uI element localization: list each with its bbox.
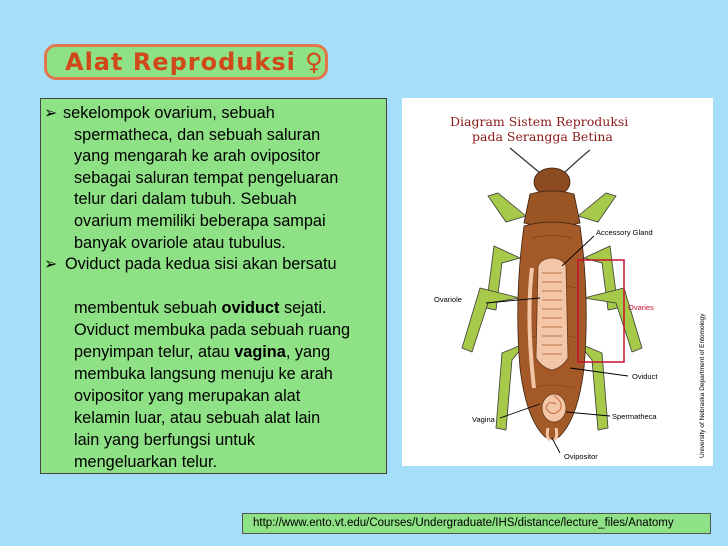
arrow-bullet-icon: ➢ <box>44 256 58 273</box>
insect-reproductive-diagram <box>402 98 713 466</box>
label-ovipositor: Ovipositor <box>564 452 598 461</box>
label-accessory-gland: Accessory Gland <box>596 228 653 237</box>
bullet-2-line-2: membentuk sebuah oviduct sejati. <box>74 299 327 317</box>
slide-title: Alat Reproduksi ♀ <box>65 48 324 76</box>
antenna-right <box>564 150 590 173</box>
bullet-2-line-6: ovipositor yang merupakan alat <box>74 387 301 405</box>
label-spermatheca: Spermatheca <box>612 412 657 421</box>
bullet-2-line-3: Oviduct membuka pada sebuah ruang <box>74 321 351 339</box>
bullet-2-line-9: mengeluarkan telur. <box>74 453 218 471</box>
label-ovaries: Ovaries <box>628 303 654 312</box>
bullet-1-line-6: ovarium memiliki beberapa sampai <box>74 212 326 230</box>
bullet-1-line-7: banyak ovariole atau tubulus. <box>74 234 286 252</box>
label-oviduct: Oviduct <box>632 372 658 381</box>
bullet-1-line-4: sebagai saluran tempat pengeluaran <box>74 169 339 187</box>
diagram-title-line-1: Diagram Sistem Reproduksi <box>450 114 629 129</box>
bullet-1-line-3: yang mengarah ke arah ovipositor <box>74 147 321 165</box>
bullet-2-line-5: membuka langsung menuju ke arah <box>74 365 333 383</box>
label-ovariole: Ovariole <box>434 295 462 304</box>
bullet-1-line-5: telur dari dalam tubuh. Sebuah <box>74 190 297 208</box>
label-vagina: Vagina <box>472 415 495 424</box>
arrow-bullet-icon: ➢ <box>44 105 58 122</box>
source-url: http://www.ento.vt.edu/Courses/Undergraduate/IHS/distance/lecture_files/Anatomy <box>242 513 711 534</box>
antenna-left <box>510 148 540 173</box>
bullet-2-line-4: penyimpan telur, atau vagina, yang <box>74 343 331 361</box>
bullet-1-line-1: sekelompok ovarium, sebuah <box>63 104 275 122</box>
insect-diagram-panel <box>402 98 713 466</box>
diagram-credit: University of Nebraska Department of Entomology <box>699 313 706 458</box>
bullet-text-box <box>40 98 387 474</box>
bullet-2-line-7: kelamin luar, atau sebuah alat lain <box>74 409 321 427</box>
diagram-title-line-2: pada Serangga Betina <box>472 129 613 144</box>
bullet-2-line-1: Oviduct pada kedua sisi akan bersatu <box>65 255 337 273</box>
slide-title-box <box>44 44 328 80</box>
bullet-2-line-8: lain yang berfungsi untuk <box>74 431 256 449</box>
bullet-1-line-2: spermatheca, dan sebuah saluran <box>74 126 321 144</box>
